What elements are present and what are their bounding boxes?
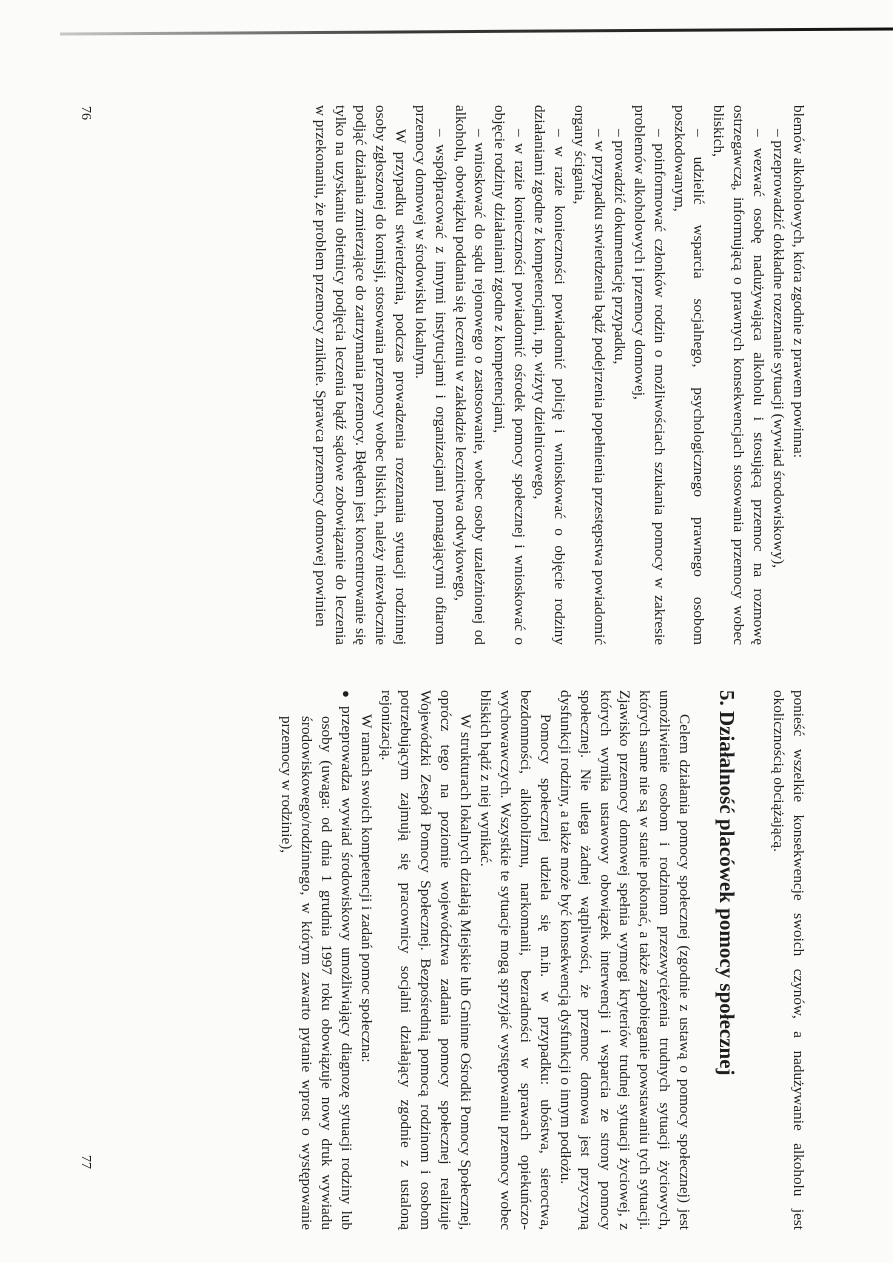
left-page-body (310, 105, 808, 645)
dash-list-item: – udzielić wsparcia socjalnego, psychologicznego prawnego osobom poszkodowanym, (670, 105, 708, 645)
right-page (108, 690, 808, 1230)
paragraph: W przypadku stwierdzenia, podczas prowadzenia rozeznania sytuacji rodzinnej osoby zgłoszonej do komisji, stosowania przemocy wobec bliskich, należy niezwłocznie podjąć działania zmierzające do zatrzymania przemocy. Błędem jest koncentrowanie się tylko na uzyskaniu obietnicy podjęcia leczenia bądź sądowe zobowiązanie do leczenia w przekonaniu, że problem przemocy zniknie. Sprawca przemocy domowej powinien (312, 105, 409, 645)
paragraph: W ramach swoich kompetencji i zadań pomoc społeczna: (357, 714, 375, 1063)
dash-list-item: – w razie konieczności powiadomić ośrodek pomocy społecznej i wnioskować o objęcie rodziny działaniami zgodne z kompetencjami, (491, 105, 529, 645)
paragraph: ponieść wszelkie konsekwencje swoich czynów, a nadużywanie alkoholu jest okolicznością obciążającą. (770, 690, 807, 1230)
paragraph: Pomocy społecznej udziela się m.in. w przypadku: ubóstwa, sieroctwa, bezdomności, alkoholizmu, narkomanii, bezradności w sprawach opiekuńczo-wychowawczych. Wszystkie te sytuacje mogą sprzyjać występowaniu przemocy wobec bliskich bądź z niej wynikać. (477, 690, 554, 1230)
dash-list-item: – w razie konieczności powiadomić policję i wnioskować o objęcie rodziny działaniami zgodne z kompetencjami, np. wizyty dzielnicowego, (531, 105, 569, 645)
paragraph: W strukturach lokalnych działają Miejskie lub Gminne Ośrodki Pomocy Społecznej, oprócz tego na poziomie województwa zadania pomocy społecznej realizuje Wojewódzki Zespół Pomocy Społecznej. Bezpośrednią pomocą rodzinom i osobom potrzebującym zajmują się pracownicy socjalni działający zgodnie z ustaloną rejonizacją. (377, 690, 475, 1230)
dash-list-item: – w przypadku stwierdzenia bądź podejrzenia popełnienia przestępstwa powiadomić organy ścigania, (571, 105, 608, 645)
dash-list-item: – poinformować członków rodzin o możliwościach szukania pomocy w zakresie problemów alkoholowych i przemocy domowej, (630, 105, 668, 645)
dash-list-item: – przeprowadzić dokładne rozeznanie sytuacji (wywiad środowiskowy), (770, 129, 788, 569)
bullet-text: przeprowadza wywiad środowiskowy umożliwiający diagnozę sytuacji rodziny lub osoby (uwaga: od dnia 1 grudnia 1997 roku obowiązuje nowy druk wywiadu środowiskowego/rodzinnego, w którym zawarto pytanie wprost o występowanie przemocy w rodzinie), (278, 706, 355, 1230)
right-page-number: 77 (78, 1155, 93, 1169)
right-page-intro (768, 690, 808, 1230)
bullet-list-item (276, 690, 356, 1230)
paragraph: Celem działania pomocy społecznej (zgodnie z ustawą o pomocy społecznej) jest umożliwienie osobom i rodzinom przezwyciężenia trudnych sytuacji życiowych, których same nie są w stanie pokonać, a także zapobieganie powstawaniu tych sytuacji. Zjawisko przemocy domowej spełnia wymogi kryteriów trudnej sytuacji życiowej, z których wynika ustawowy obowiązek interwencji i wsparcia ze strony pomocy społecznej. Nie ulega żadnej wątpliwości, że przemoc domowa jest przyczyną dysfunkcji rodziny, a także może być konsekwencją dysfunkcji o innym podłożu. (556, 690, 694, 1230)
dash-list-item: – współpracować z innymi instytucjami i organizacjami pomagającymi ofiarom przemocy domowej w środowisku lokalnym. (411, 105, 449, 645)
dash-list-item: – wnioskować do sądu rejonowego o zastosowanie, wobec osoby uzależnionej od alkoholu, obowiązku poddania się leczeniu w zakładzie lecznictwa odwykowego, (451, 105, 489, 645)
bullet-icon: ● (338, 690, 354, 698)
left-page-number: 76 (78, 106, 93, 120)
dash-list-item: – prowadzić dokumentację przypadku, (610, 129, 628, 365)
section-heading: 5. Działalność placówek pomocy społecznej (715, 690, 740, 1076)
dash-list-item: – wezwać osobę nadużywająca alkoholu i stosującą przemoc na rozmowę ostrzegawczą, informującą o prawnych konsekwencjach stosowania przemocy wobec bliskich, (710, 105, 768, 645)
left-page (108, 105, 808, 645)
paragraph: blemów alkoholowych, która zgodnie z prawem powinna: (790, 105, 807, 459)
right-page-body (276, 690, 694, 1230)
